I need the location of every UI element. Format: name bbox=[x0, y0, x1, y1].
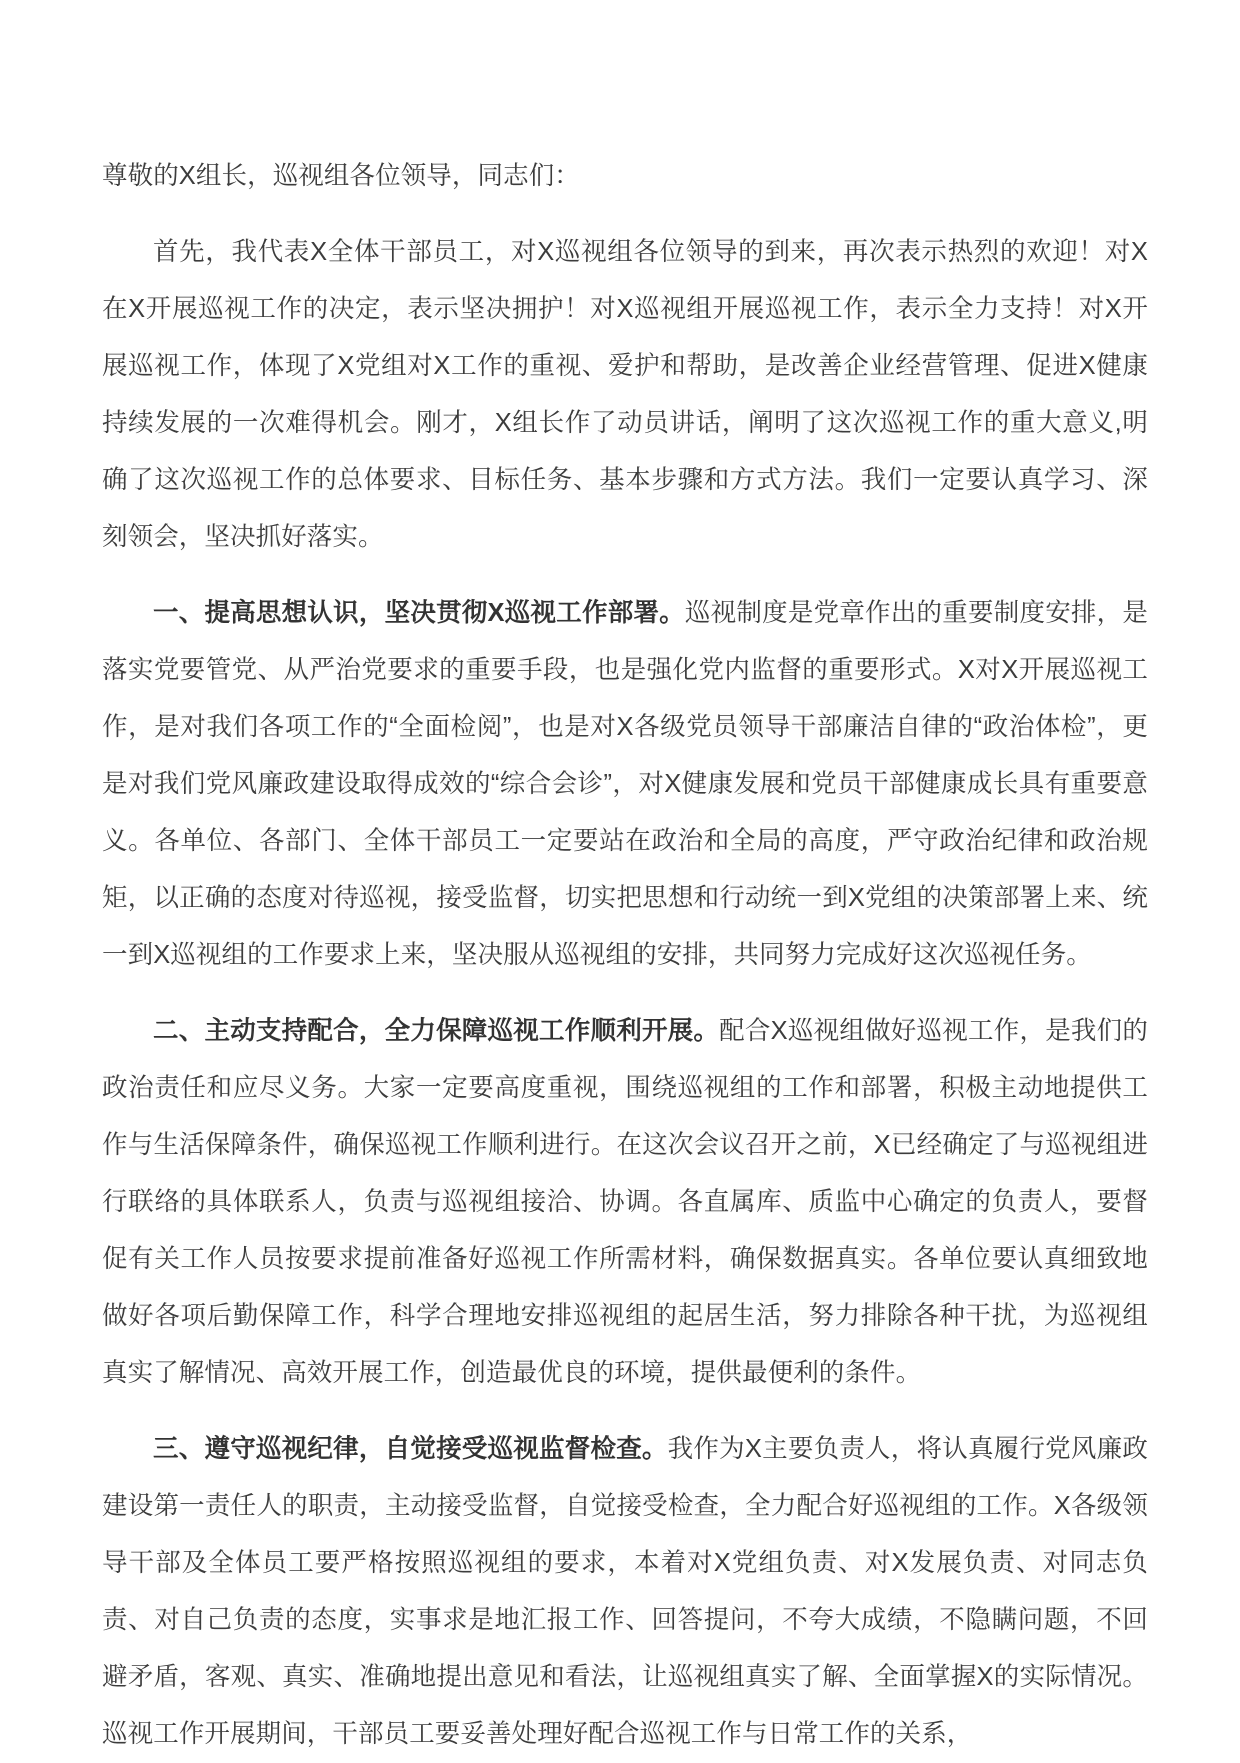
paragraph-section-one bbox=[102, 585, 1148, 984]
paragraph-section-three bbox=[102, 1421, 1148, 1763]
paragraph-intro bbox=[102, 224, 1148, 566]
paragraph-text: 我作为X主要负责人，将认真履行党风廉政建设第一责任人的职责，主动接受监督，自觉接受检查，全力配合好巡视组的工作。X各级领导干部及全体员工要严格按照巡视组的要求，本着对X党组负责、对X发展负责、对同志负责、对自己负责的态度，实事求是地汇报工作、回答提问，不夸大成绩，不隐瞒问题，不回避矛盾，客观、真实、准确地提出意见和看法，让巡视组真实了解、全面掌握X的实际情况。巡视工作开展期间，干部员工要妥善处理好配合巡视工作与日常工作的关系， bbox=[102, 1435, 1148, 1748]
paragraph-text: 巡视制度是党章作出的重要制度安排，是落实党要管党、从严治党要求的重要手段，也是强化党内监督的重要形式。X对X开展巡视工作，是对我们各项工作的“全面检阅”，也是对X各级党员领导干部廉洁自律的“政治体检”，更是对我们党风廉政建设取得成效的“综合会诊”，对X健康发展和党员干部健康成长具有重要意义。各单位、各部门、全体干部员工一定要站在政治和全局的高度，严守政治纪律和政治规矩，以正确的态度对待巡视，接受监督，切实把思想和行动统一到X党组的决策部署上来、统一到X巡视组的工作要求上来，坚决服从巡视组的安排，共同努力完成好这次巡视任务。 bbox=[102, 599, 1148, 969]
paragraph-text: 首先，我代表X全体干部员工，对X巡视组各位领导的到来，再次表示热烈的欢迎！对X在X开展巡视工作的决定，表示坚决拥护！对X巡视组开展巡视工作，表示全力支持！对X开展巡视工作，体现了X党组对X工作的重视、爱护和帮助，是改善企业经营管理、促进X健康持续发展的一次难得机会。刚才，X组长作了动员讲话，阐明了这次巡视工作的重大意义,明确了这次巡视工作的总体要求、目标任务、基本步骤和方式方法。我们一定要认真学习、深刻领会，坚决抓好落实。 bbox=[102, 238, 1148, 551]
paragraph-text: 配合X巡视组做好巡视工作，是我们的政治责任和应尽义务。大家一定要高度重视，围绕巡视组的工作和部署，积极主动地提供工作与生活保障条件，确保巡视工作顺利进行。在这次会议召开之前，X已经确定了与巡视组进行联络的具体联系人，负责与巡视组接洽、协调。各直属库、质监中心确定的负责人，要督促有关工作人员按要求提前准备好巡视工作所需材料，确保数据真实。各单位要认真细致地做好各项后勤保障工作，科学合理地安排巡视组的起居生活，努力排除各种干扰，为巡视组真实了解情况、高效开展工作，创造最优良的环境，提供最便利的条件。 bbox=[102, 1017, 1149, 1387]
section-heading-three: 三、遵守巡视纪律，自觉接受巡视监督检查。 bbox=[153, 1435, 668, 1463]
document-body bbox=[102, 148, 1148, 1763]
paragraph-section-two bbox=[102, 1003, 1148, 1402]
salutation-line: 尊敬的X组长，巡视组各位领导，同志们： bbox=[102, 162, 580, 190]
section-heading-two: 二、主动支持配合，全力保障巡视工作顺利开展。 bbox=[153, 1017, 720, 1045]
section-heading-one: 一、提高思想认识，坚决贯彻X巡视工作部署。 bbox=[153, 599, 685, 627]
